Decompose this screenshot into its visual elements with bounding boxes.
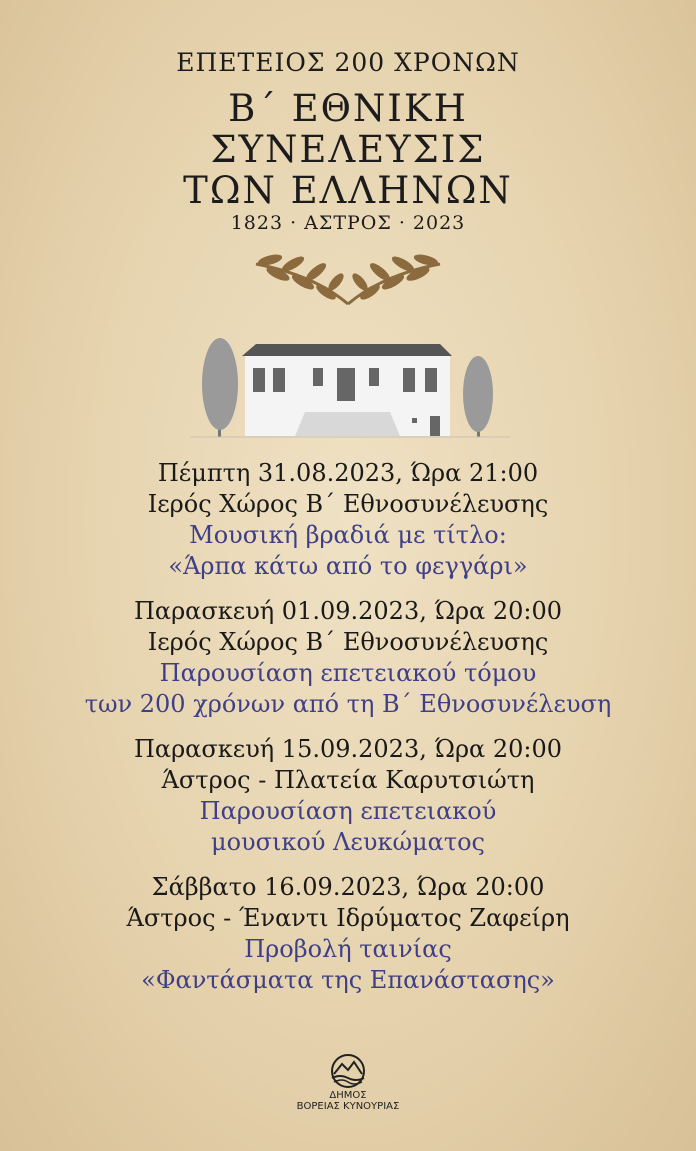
parliament-building-icon	[190, 332, 510, 442]
logo-line-1: ΔΗΜΟΣ	[329, 1090, 367, 1101]
event-description: Μουσική βραδιά με τίτλο:	[189, 521, 507, 549]
municipality-logo-icon	[326, 1052, 370, 1090]
title-line-3: ΤΩΝ ΕΛΛΗΝΩΝ	[183, 169, 513, 212]
title-line-2: ΣΥΝΕΛΕΥΣΙΣ	[210, 128, 486, 171]
event-place: Ιερός Χώρος Β΄ Εθνοσυνέλευσης	[147, 628, 549, 656]
anniversary-subtitle: ΕΠΕΤΕΙΟΣ 200 ΧΡΟΝΩΝ	[176, 48, 520, 77]
poster-title	[0, 88, 696, 211]
event-description: Προβολή ταινίας	[244, 935, 452, 963]
event-date: Παρασκευή 01.09.2023, Ώρα 20:00	[133, 597, 563, 625]
logo-line-2: ΒΟΡΕΙΑΣ ΚΥΝΟΥΡΙΑΣ	[296, 1101, 400, 1112]
laurel-branch-icon	[248, 242, 448, 312]
title-line-1: Β΄ ΕΘΝΙΚΗ	[228, 87, 468, 130]
event-date: Παρασκευή 15.09.2023, Ώρα 20:00	[133, 735, 563, 763]
events-list	[0, 458, 696, 1010]
event-date: Σάββατο 16.09.2023, Ώρα 20:00	[151, 873, 545, 901]
event-place: Ιερός Χώρος Β΄ Εθνοσυνέλευσης	[147, 490, 549, 518]
years-line: 1823 · ΑΣΤΡΟΣ · 2023	[230, 212, 466, 234]
municipality-logo	[0, 1052, 696, 1112]
event-date: Πέμπτη 31.08.2023, Ώρα 21:00	[157, 459, 539, 487]
event-item	[0, 458, 696, 582]
event-item	[0, 734, 696, 858]
event-description-title: «Φαντάσματα της Επανάστασης»	[141, 966, 555, 994]
event-description-title: «Άρπα κάτω από το φεγγάρι»	[168, 552, 528, 580]
event-description-title: των 200 χρόνων από τη Β΄ Εθνοσυνέλευση	[84, 690, 612, 718]
event-item	[0, 596, 696, 720]
event-description: Παρουσίαση επετειακού τόμου	[159, 659, 537, 687]
event-place: Άστρος - Έναντι Ιδρύματος Ζαφείρη	[126, 904, 570, 932]
event-item	[0, 872, 696, 996]
event-place: Άστρος - Πλατεία Καρυτσιώτη	[161, 766, 535, 794]
event-description: Παρουσίαση επετειακού	[199, 797, 497, 825]
event-description-title: μουσικού Λευκώματος	[211, 828, 485, 856]
